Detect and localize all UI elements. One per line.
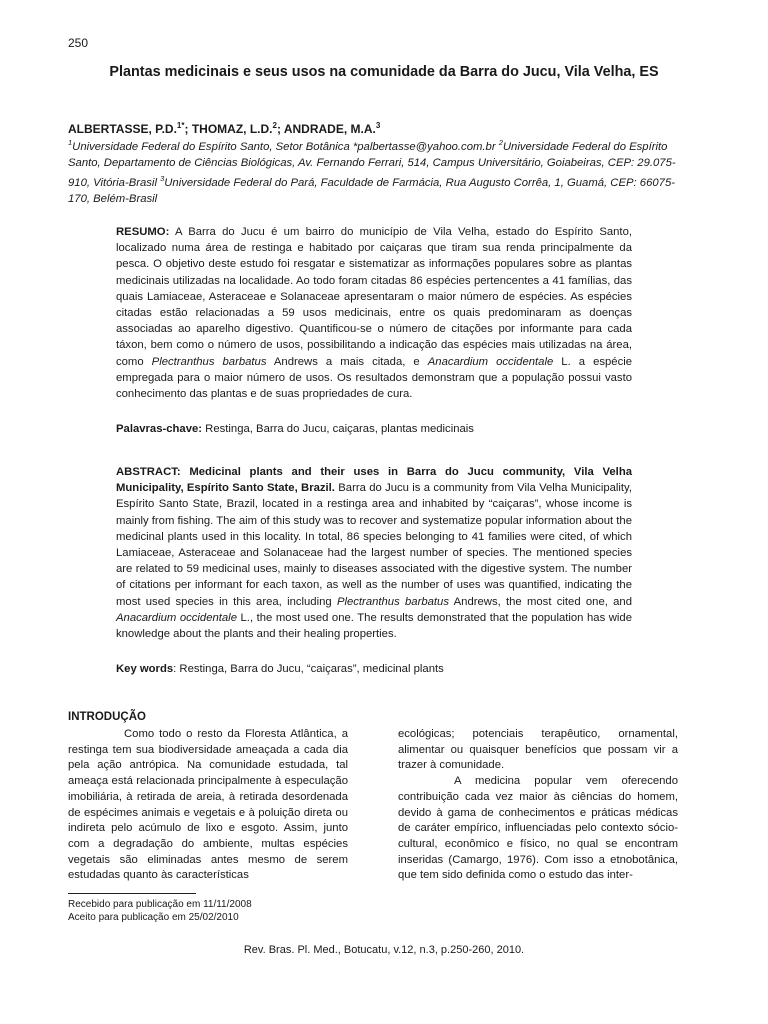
publication-dates [68, 898, 252, 924]
key-words-text: : Restinga, Barra do Jucu, “caiçaras”, medicinal plants [173, 663, 444, 675]
author-name: ALBERTASSE, P.D. [68, 122, 177, 136]
affiliation-marker: 1 [68, 138, 73, 147]
paper-title: Plantas medicinais e seus usos na comunidade da Barra do Jucu, Vila Velha, ES [109, 64, 659, 80]
author-separator: ; [276, 122, 284, 136]
resumo-text: L. a espécie empregada para o maior número de usos. Os resultados demonstram que a população possui vasto conhecimento das plantas e de suas propriedades de cura. [116, 355, 633, 401]
body-paragraph: Como todo o resto da Floresta Atlântica, a restinga tem sua biodiversidade ameaçada a cada dia pela ação antrópica. Na comunidade estudada, tal ameaça está relacionada principalmente à especulação imobiliária, à retirada de areia, à retirada desordenada de espécimes animais e vegetais e à poluição direta ou indireta pelo acúmulo de lixo e esgoto. Assim, junto com a degradação do ambiente, multas espécies vegetais são eliminadas antes mesmo de serem estudadas quanto às características [68, 728, 348, 882]
author-superscript: 1* [176, 121, 185, 130]
resumo-label: RESUMO: [116, 226, 170, 238]
affiliation-marker: 3 [160, 173, 165, 183]
author-name: THOMAZ, L.D. [191, 122, 273, 136]
abstract-text: Barra do Jucu is a community from Vila Velha Municipality, Espírito Santo State, Brazil, located in a restinga area and inhabited by “caiçaras”, whose income is mainly from fishing. The aim of this study was to recover and systematize popular information about the medicinal plants used in this locality. In total, 86 species belonging to 41 families were cited, of which Lamiaceae, Asteraceae and Solanaceae had the largest number of species. The mentioned species are related to 59 medicinal uses, mainly to diseases associated with the digestive system. The number of citations per informant for each taxon, as well as the number of uses was quantified, indicating the most used species in this area, including [116, 482, 632, 608]
resumo-text: Andrews a mais citada, e [266, 355, 428, 368]
resumo-paragraph [116, 224, 632, 402]
palavras-chave-label: Palavras-chave: [116, 423, 203, 435]
body-column-right [398, 727, 678, 884]
footnote-rule [68, 893, 196, 894]
resumo-text: A Barra do Jucu é um bairro do município de Vila Velha, estado do Espírito Santo, localizado numa área de restinga e habitado por caiçaras que tiram sua renda principalmente da pesca. O objetivo deste estudo foi resgatar e sistematizar as informações populares sobre as plantas medicinais utilizadas na localidade. Ao todo foram citadas 86 espécies pertencentes a 41 famílias, das quais Lamiaceae, Asteraceae e Solanaceae apresentaram o maior número de espécies. As espécies citadas estão relacionadas a 59 usos medicinais, entre os quais predominaram as doenças associadas ao aparelho digestivo. Quantificou-se o número de citações por informante para cada táxon, bem como o número de usos, possibilitando a indicação das espécies mais utilizadas na área, como [116, 226, 632, 368]
palavras-chave-text: Restinga, Barra do Jucu, caiçaras, plantas medicinais [202, 423, 474, 435]
species-name: Plectranthus barbatus [336, 595, 449, 608]
species-name: Plectranthus barbatus [151, 355, 267, 368]
abstract-paragraph [116, 464, 632, 642]
affiliation-text: Universidade Federal do Pará, Faculdade de Farmácia, Rua Augusto Corrêa, 1, Guamá, CEP: 66075-170, Belém-Brasil [68, 176, 675, 205]
key-words-label: Key words [116, 663, 174, 675]
body-column-left [68, 727, 348, 884]
body-paragraph: ecológicas; potenciais terapêutico, ornamental, alimentar ou quaisquer benefícios que possam vir a trazer à comunidade. [398, 728, 678, 772]
author-name: ANDRADE, M.A. [283, 122, 376, 136]
author-separator: ; [184, 122, 192, 136]
affiliation-text: Universidade Federal do Espírito Santo, Departamento de Ciências Biológicas, Av. Fernando Ferrari, 514, Campus Universitário, Goiabeiras, CEP: 29.075-910, Vitória-Brasil [68, 140, 676, 189]
palavras-chave [116, 421, 632, 437]
key-words [116, 661, 632, 677]
author-line [68, 121, 380, 136]
introducao-heading: INTRODUÇÃO [68, 711, 146, 723]
species-name: Anacardium occidentale [427, 355, 554, 368]
abstract-text: Andrews, the most cited one, and [448, 595, 632, 608]
abstract-text: L., the most used one. The results demonstrated that the population has wide knowledge about the plants and their healing properties. [116, 611, 632, 641]
abstract-label: ABSTRACT: Medicinal plants and their uses in Barra do Jucu community, Vila Velha Municipality, Espírito Santo State, Brazil. [116, 466, 632, 495]
author-superscript: 2 [272, 121, 277, 130]
species-name: Anacardium occidentale [116, 611, 237, 624]
affiliation-marker: 2 [498, 138, 503, 147]
affiliation-text: Universidade Federal do Espírito Santo, Setor Botânica *palbertasse@yahoo.com.br [72, 140, 499, 153]
received-date: Recebido para publicação em 11/11/2008 [68, 899, 252, 910]
accepted-date: Aceito para publicação em 25/02/2010 [68, 912, 239, 923]
author-superscript: 3 [375, 121, 381, 130]
affiliations [68, 135, 680, 207]
page-number: 250 [68, 36, 89, 50]
body-paragraph: A medicina popular vem oferecendo contribuição cada vez maior às ciências do homem, devido à gama de conhecimentos e práticas médicas de caráter empírico, influenciadas pelo contexto sócio-cultural, econômico e físico, no qual se encontram inseridas (Camargo, 1976). Com isso a etnobotânica, que tem sido definida como o estudo das inter- [398, 775, 678, 882]
journal-footer: Rev. Bras. Pl. Med., Botucatu, v.12, n.3, p.250-260, 2010. [243, 944, 525, 956]
